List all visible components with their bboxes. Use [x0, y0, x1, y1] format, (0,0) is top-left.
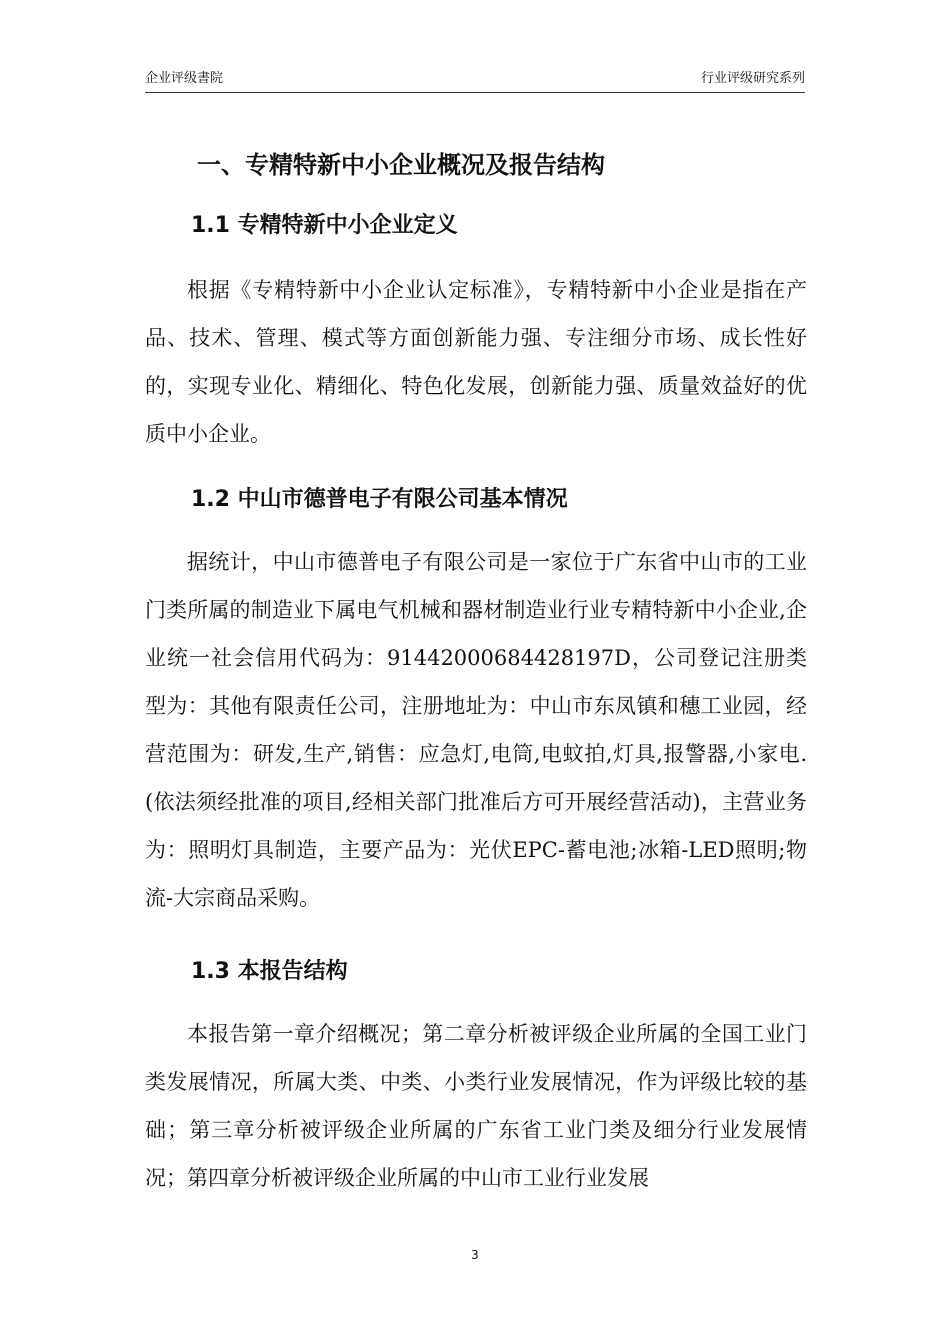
section-heading-1-3: 1.3 本报告结构 [191, 959, 348, 984]
section-heading-1-1: 1.1 专精特新中小企业定义 [191, 213, 458, 238]
section-body-1-2: 据统计，中山市德普电子有限公司是一家位于广东省中山市的工业门类所属的制造业下属电气机械和器材制造业行业专精特新中小企业,企业统一社会信用代码为：91442000684428197D，公司登记注册类型为：其他有限责任公司，注册地址为：中山市东凤镇和穗工业园，经营范围为：研发,生产,销售：应急灯,电筒,电蚊拍,灯具,报警器,小家电.(依法须经批准的项目,经相关部门批准后方可开展经营活动)，主营业务为：照明灯具制造，主要产品为：光伏EPC-蓄电池;冰箱-LED照明;物流-大宗商品采购。 [145, 550, 807, 910]
header-left-text: 企业评级書院 [145, 71, 224, 86]
page-header [145, 70, 805, 93]
chapter-title: 一、专精特新中小企业概况及报告结构 [197, 151, 605, 179]
header-right-text: 行业评级研究系列 [700, 71, 805, 86]
page-number: 3 [471, 1248, 479, 1262]
section-body-1-1: 根据《专精特新中小企业认定标准》，专精特新中小企业是指在产品、技术、管理、模式等方面创新能力强、专注细分市场、成长性好的，实现专业化、精细化、特色化发展，创新能力强、质量效益好的优质中小企业。 [145, 278, 807, 446]
section-heading-1-2: 1.2 中山市德普电子有限公司基本情况 [191, 487, 568, 512]
section-body-1-3: 本报告第一章介绍概况；第二章分析被评级企业所属的全国工业门类发展情况，所属大类、中类、小类行业发展情况，作为评级比较的基础；第三章分析被评级企业所属的广东省工业门类及细分行业发展情况；第四章分析被评级企业所属的中山市工业行业发展 [145, 1022, 807, 1190]
